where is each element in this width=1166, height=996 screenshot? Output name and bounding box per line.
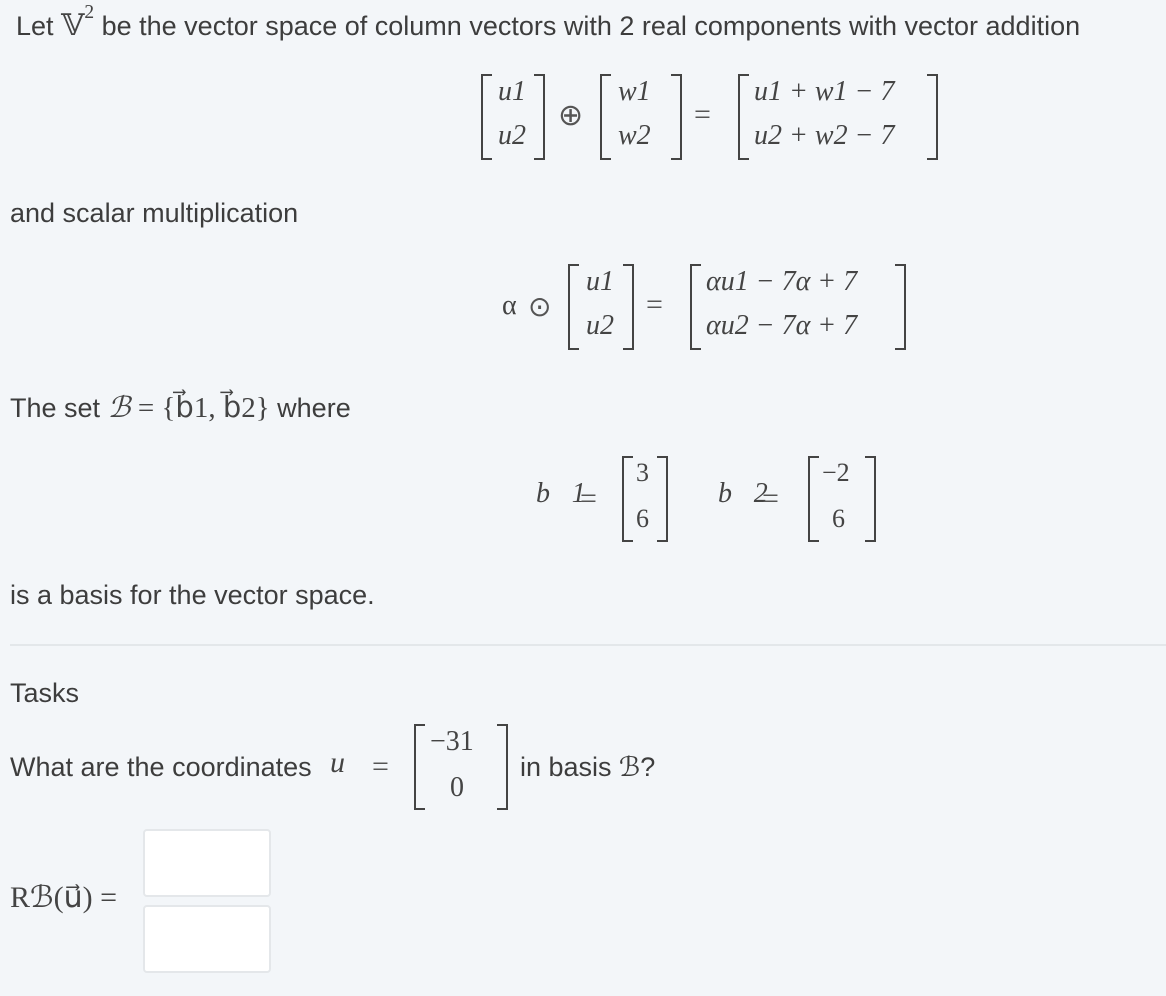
question-prefix: What are the coordinates	[10, 752, 312, 782]
matrix-cell: w2	[618, 120, 651, 151]
b2-label: b⃗2	[718, 478, 768, 509]
section-divider	[10, 644, 1166, 646]
basis-set-line	[10, 390, 351, 425]
u-label: u⃗	[330, 746, 369, 779]
set-prefix: The set	[10, 393, 101, 423]
intro-prefix: Let	[16, 11, 54, 41]
odot-symbol: ⊙	[528, 290, 552, 323]
matrix-cell: u1	[498, 76, 526, 107]
intro-line	[16, 2, 1081, 43]
matrix-cell: u2	[498, 120, 526, 151]
alpha-symbol: α	[502, 290, 517, 321]
matrix-cell: u1 + w1 − 7	[754, 76, 895, 107]
matrix-cell: 0	[450, 772, 464, 803]
scalar-vector-matrix	[568, 264, 634, 350]
set-symbol: ℬ	[107, 392, 131, 424]
answer-field-2[interactable]	[143, 905, 271, 973]
scalar-rhs-matrix	[690, 264, 906, 350]
b1-matrix	[622, 456, 668, 542]
addition-lhs2-matrix	[600, 74, 682, 160]
question-suffix: in basis ℬ?	[520, 752, 656, 782]
oplus-symbol: ⊕	[558, 98, 584, 133]
equals-sign: =	[646, 288, 663, 321]
basis-note: is a basis for the vector space.	[10, 580, 375, 610]
answer-label: Rℬ(u⃗) =	[10, 881, 118, 914]
matrix-cell: u1	[586, 266, 614, 297]
b2-matrix	[808, 456, 876, 542]
matrix-cell: αu1 − 7α + 7	[706, 266, 858, 297]
addition-rhs-matrix	[738, 74, 938, 160]
matrix-cell: 6	[636, 504, 649, 533]
matrix-cell: u2 + w2 − 7	[754, 120, 895, 151]
matrix-cell: w1	[618, 76, 651, 107]
scalar-intro: and scalar multiplication	[10, 198, 299, 228]
intro-suffix: be the vector space of column vectors with 2 real components with vector addition	[101, 11, 1081, 41]
equals-sign: =	[372, 750, 389, 783]
matrix-cell: −31	[430, 726, 474, 757]
set-suffix: where	[277, 393, 351, 423]
answer-field-1[interactable]	[143, 829, 271, 897]
tasks-heading: Tasks	[10, 678, 80, 708]
matrix-cell: 6	[832, 504, 845, 533]
addition-lhs1-matrix	[481, 74, 545, 160]
equals-sign: =	[762, 482, 779, 515]
matrix-cell: u2	[586, 310, 614, 341]
matrix-cell: αu2 − 7α + 7	[706, 310, 858, 341]
space-symbol: 𝕍$^2$	[61, 2, 95, 42]
u-vector-matrix	[414, 724, 508, 810]
b1-label: b⃗1	[536, 478, 586, 509]
equals-sign: =	[694, 98, 711, 131]
set-definition: = {b⃗1, b⃗2}	[137, 392, 270, 424]
matrix-cell: 3	[636, 458, 649, 487]
matrix-cell: −2	[822, 458, 850, 487]
equals-sign: =	[580, 482, 597, 515]
